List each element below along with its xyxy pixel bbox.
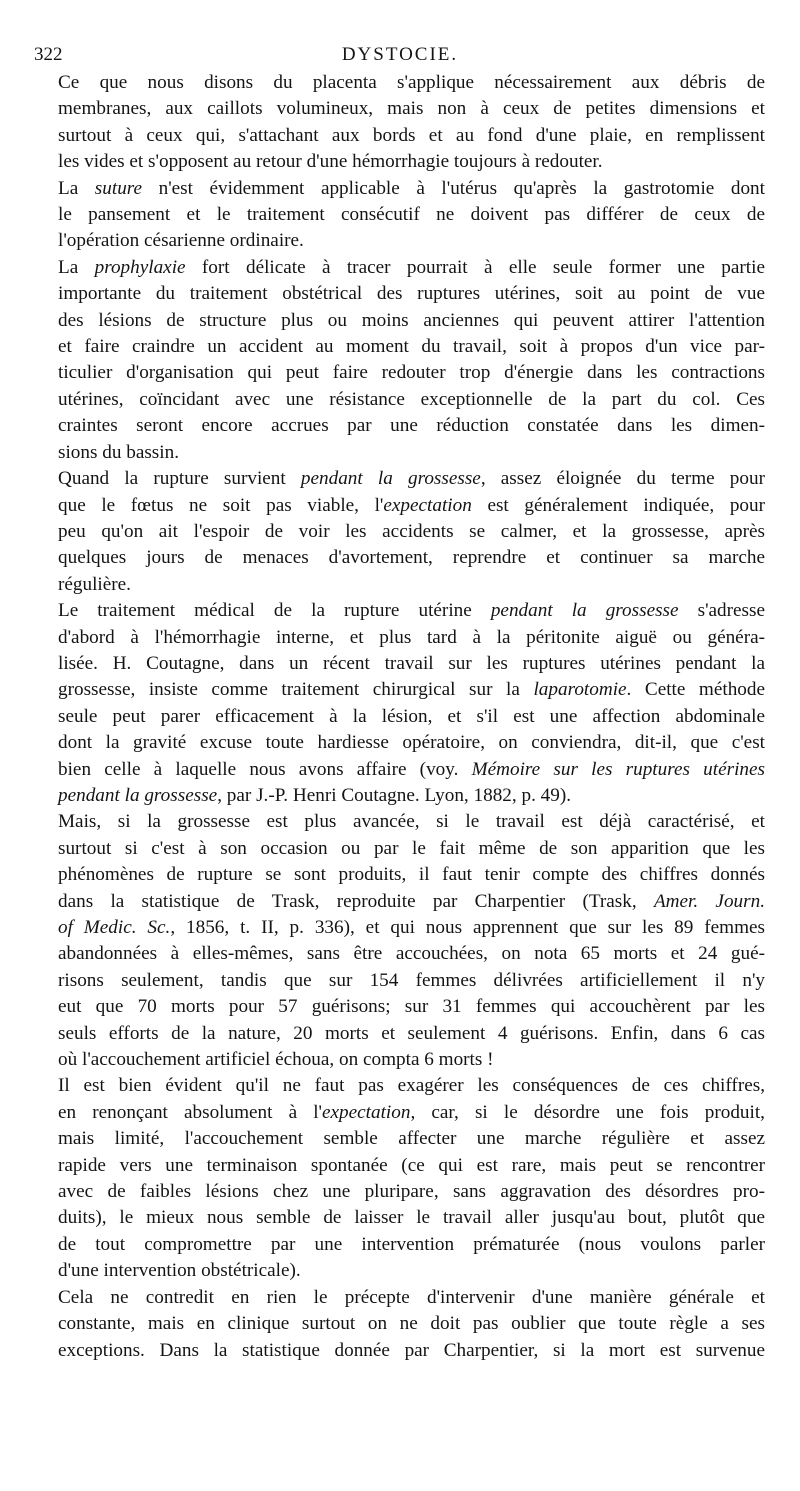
text-line: seule peut parer efficacement à la lésion, et s'il est une affection abdominale	[58, 705, 765, 727]
text-line: dont la gravité excuse toute hardiesse opératoire, on conviendra, dit-il, que c'est	[58, 732, 765, 754]
text-line: d'une intervention obstétricale).	[58, 1260, 301, 1282]
text-line: utérines, coïncidant avec une résistance exceptionnelle de la part du col. Ces	[58, 388, 765, 410]
text-line: et faire craindre un accident au moment du travail, soit à propos d'un vice par-	[58, 336, 765, 358]
page-header	[34, 42, 766, 68]
text-line: quelques jours de menaces d'avortement, reprendre et continuer sa marche	[58, 547, 765, 569]
text-line: Le traitement médical de la rupture utérine pendant la grossesse s'adresse	[58, 600, 765, 622]
paragraph-2	[34, 176, 765, 255]
text-line: bien celle à laquelle nous avons affaire (voy. Mémoire sur les ruptures utérines	[58, 758, 765, 780]
text-line: Cela ne contredit en rien le précepte d'intervenir d'une manière générale et	[58, 1286, 765, 1308]
italic-phrase: Amer. Journ.	[653, 890, 765, 912]
italic-phrase: of Medic. Sc.	[58, 917, 171, 938]
italic-phrase: pendant la grossesse	[300, 468, 481, 490]
running-title: DYSTOCIE.	[341, 44, 459, 65]
text-line: pendant la grossesse, par J.-P. Henri Coutagne. Lyon, 1882, p. 49).	[58, 784, 572, 806]
text-line: avec de faibles lésions chez une pluripare, sans aggravation des désordres pro-	[58, 1181, 765, 1203]
text-line: Quand la rupture survient pendant la grossesse, assez éloignée du terme pour	[58, 468, 765, 490]
paragraph-6	[34, 809, 765, 1073]
text-line: les vides et s'opposent au retour d'une hémorrhagie toujours à redouter.	[58, 151, 603, 173]
paragraph-3	[34, 255, 765, 466]
text-line: exceptions. Dans la statistique donnée par Charpentier, si la mort est survenue	[58, 1339, 765, 1361]
text-line: que le fœtus ne soit pas viable, l'expectation est généralement indiquée, pour	[58, 494, 765, 516]
text-line: importante du traitement obstétrical des ruptures utérines, soit au point de vue	[58, 283, 765, 305]
text-line: La suture n'est évidemment applicable à l'utérus qu'après la gastrotomie dont	[58, 177, 765, 199]
text-line: régulière.	[58, 573, 131, 595]
text-line: of Medic. Sc., 1856, t. II, p. 336), et qui nous apprennent que sur les 89 femmes	[58, 917, 765, 938]
italic-phrase: expectation	[383, 494, 472, 516]
text-line: Ce que nous disons du placenta s'applique nécessairement aux débris de	[58, 72, 765, 93]
paragraph-7	[34, 1073, 765, 1284]
text-line: de tout compromettre par une intervention prématurée (nous voulons parler	[58, 1233, 765, 1255]
italic-phrase: pendant la grossesse	[58, 784, 218, 806]
text-line: risons seulement, tandis que sur 154 femmes délivrées artificiellement il n'y	[58, 969, 765, 991]
text-line: en renonçant absolument à l'expectation, car, si le désordre une fois produit,	[58, 1101, 765, 1123]
text-line: surtout si c'est à son occasion ou par le fait même de son apparition que les	[58, 837, 765, 859]
text-line: La prophylaxie fort délicate à tracer pourrait à elle seule former une partie	[58, 256, 765, 278]
body-text	[34, 70, 765, 1364]
text-line: l'opération césarienne ordinaire.	[58, 230, 304, 252]
text-line: dans la statistique de Trask, reproduite par Charpentier (Trask, Amer. Journ.	[58, 890, 765, 912]
italic-phrase: suture	[94, 177, 143, 199]
text-line: phénomènes de rupture se sont produits, il faut tenir compte des chiffres donnés	[58, 864, 765, 886]
text-line: craintes seront encore accrues par une réduction constatée dans les dimen-	[58, 415, 765, 437]
text-line: Mais, si la grossesse est plus avancée, si le travail est déjà caractérisé, et	[58, 811, 765, 833]
italic-phrase: Mémoire sur les ruptures utérines	[471, 758, 765, 780]
italic-phrase: pendant la grossesse	[490, 600, 679, 622]
text-line: membranes, aux caillots volumineux, mais non à ceux de petites dimensions et	[58, 98, 765, 120]
page-number: 322	[34, 44, 63, 65]
text-line: Il est bien évident qu'il ne faut pas exagérer les conséquences de ces chiffres,	[58, 1075, 765, 1097]
text-line: surtout à ceux qui, s'attachant aux bords et au fond d'une plaie, en remplissent	[58, 124, 765, 146]
text-line: duits), le mieux nous semble de laisser le travail aller jusqu'au bout, plutôt que	[58, 1207, 765, 1229]
paragraph-8	[34, 1285, 765, 1364]
text-line: d'abord à l'hémorrhagie interne, et plus tard à la péritonite aiguë ou généra-	[58, 626, 765, 648]
text-line: lisée. H. Coutagne, dans un récent travail sur les ruptures utérines pendant la	[58, 652, 765, 674]
text-line: mais limité, l'accouchement semble affecter une marche régulière et assez	[58, 1128, 765, 1150]
text-line: sions du bassin.	[58, 441, 179, 463]
text-line: seuls efforts de la nature, 20 morts et seulement 4 guérisons. Enfin, dans 6 cas	[58, 1022, 765, 1044]
paragraph-5	[34, 598, 765, 809]
text-line: eut que 70 morts pour 57 guérisons; sur 31 femmes qui accouchèrent par les	[58, 996, 765, 1018]
text-line: constante, mais en clinique surtout on ne doit pas oublier que toute règle a ses	[58, 1313, 765, 1335]
italic-phrase: laparotomie	[533, 679, 627, 701]
text-line: abandonnées à elles-mêmes, sans être accouchées, on nota 65 morts et 24 gué-	[58, 943, 765, 965]
paragraph-4	[34, 466, 765, 598]
paragraph-1	[34, 70, 765, 176]
italic-phrase: expectation	[322, 1101, 411, 1123]
text-line: grossesse, insiste comme traitement chirurgical sur la laparotomie. Cette méthode	[58, 679, 765, 701]
text-line: où l'accouchement artificiel échoua, on compta 6 morts !	[58, 1049, 494, 1071]
text-line: rapide vers une terminaison spontanée (ce qui est rare, mais peut se rencontrer	[58, 1154, 765, 1176]
text-line: des lésions de structure plus ou moins anciennes qui peuvent attirer l'attention	[58, 309, 765, 331]
text-line: ticulier d'organisation qui peut faire redouter trop d'énergie dans les contractions	[58, 362, 765, 384]
text-line: le pansement et le traitement consécutif ne doivent pas différer de ceux de	[58, 204, 765, 226]
italic-phrase: prophylaxie	[94, 256, 186, 278]
text-line: peu qu'on ait l'espoir de voir les accidents se calmer, et la grossesse, après	[58, 520, 765, 542]
